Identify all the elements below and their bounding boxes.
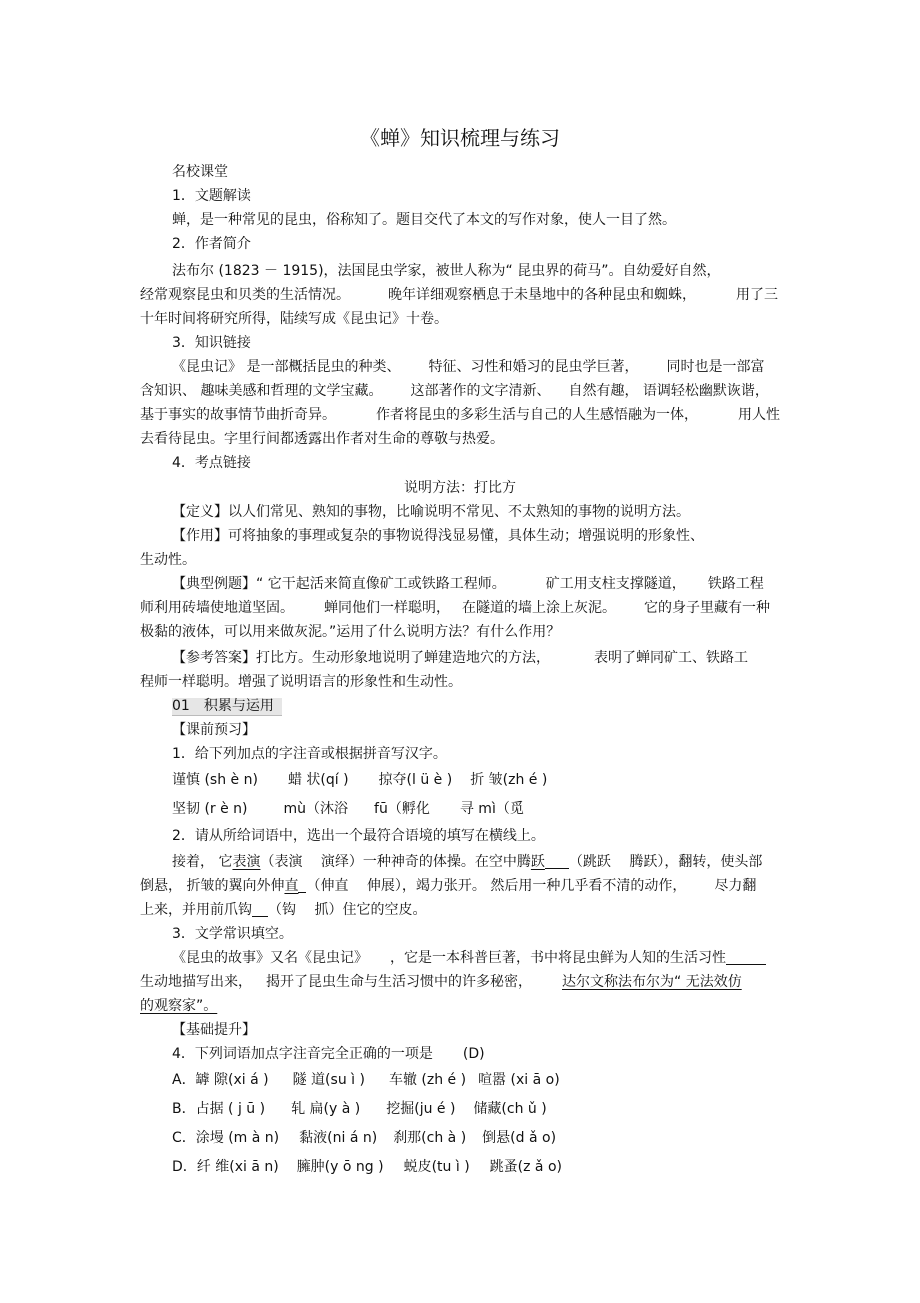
answer-choice: (D) xyxy=(462,1046,485,1062)
option-a: A．罅 隙(xi á ) 隧 道(su ì ) 车辙 (zh é ) 喧嚣 (xi ā o) xyxy=(172,1072,560,1088)
section-heading: 3．知识链接 xyxy=(172,335,251,351)
paragraph-line: 蝉，是一种常见的昆虫，俗称知了。题目交代了本文的写作对象，使人一目了然。 xyxy=(172,212,676,228)
paragraph-line: 极黏的液体，可以用来做灰泥。”运用了什么说明方法？有什么作用？ xyxy=(140,624,561,640)
fill-blank-line: 生动地描写出来， 揭开了昆虫生命与生活习惯中的许多秘密， 达尔文称法布尔为“ 无法效仿 xyxy=(140,974,742,990)
paragraph-line: 经常观察昆虫和贝类的生活情况。 晚年详细观察栖息于未垦地中的各种昆虫和蜘蛛， 用了三 xyxy=(140,287,778,303)
part-heading: 01 积累与运用 xyxy=(172,696,282,716)
pinyin-row: 坚韧 (r è n) mù（沐浴 fū（孵化 寻 mì（觅 xyxy=(172,801,524,817)
paragraph-line: 法布尔 (1823 － 1915)，法国昆虫学家，被世人称为“ 昆虫界的荷马”。自幼爱好自然， xyxy=(172,263,721,279)
option-c: C．涂墁 (m à n) 黏液(ni á n) 刹那(ch à ) 倒悬(d ǎ o) xyxy=(172,1130,557,1146)
paragraph-line: 【典型例题】“ 它干起活来简直像矿工或铁路工程师。 矿工用支柱支撑隧道， 铁路工程 xyxy=(172,576,764,592)
fill-blank-line: 《昆虫的故事》又名《昆虫记》 ，它是一本科普巨著，书中将昆虫鲜为人知的生活习性 xyxy=(172,948,766,968)
paragraph-line: 《昆虫记》 是一部概括昆虫的种类、 特征、习性和婚习的昆虫学巨著， 同时也是一部富 xyxy=(172,359,765,375)
fill-blank-line: 的观察家”。 xyxy=(140,998,218,1014)
paragraph-line: 基于事实的故事情节曲折奇异。 作者将昆虫的多彩生活与自己的人生感悟融为一体， 用人性 xyxy=(140,407,780,423)
paragraph-line: 【作用】可将抽象的事理或复杂的事物说得浅显易懂，具体生动；增强说明的形象性、 xyxy=(172,528,704,544)
paragraph-line: 生动性。 xyxy=(140,552,196,568)
section-label: 【基础提升】 xyxy=(172,1022,256,1038)
answer-line: 【参考答案】打比方。生动形象地说明了蝉建造地穴的方法， 表明了蝉同矿工、铁路工 xyxy=(172,650,748,666)
question-stem: 4．下列词语加点字注音完全正确的一项是 (D) xyxy=(172,1046,485,1062)
option-d: D．纤 维(xi ā n) 臃肿(y ō ng ) 蜕皮(tu ì ) 跳蚤(z ǎ o) xyxy=(172,1159,562,1175)
paragraph-line: 【定义】以人们常见、熟知的事物，比喻说明不常见、不太熟知的事物的说明方法。 xyxy=(172,504,690,520)
fill-blank-line: 接着， 它表演（表演 演绎）一种神奇的体操。在空中腾跃 （跳跃 腾跃），翻转，使头部 xyxy=(172,854,763,870)
question-stem: 3．文学常识填空。 xyxy=(172,926,293,942)
question-stem: 1．给下列加点的字注音或根据拼音写汉字。 xyxy=(172,746,447,762)
paragraph-line: 十年时间将研究所得，陆续写成《昆虫记》十卷。 xyxy=(140,311,448,327)
page-title: 《蝉》知识梳理与练习 xyxy=(360,126,560,150)
answer-line: 程师一样聪明。增强了说明语言的形象性和生动性。 xyxy=(140,674,462,690)
question-stem: 2．请从所给词语中，选出一个最符合语境的填写在横线上。 xyxy=(172,828,545,844)
section-heading: 4．考点链接 xyxy=(172,455,251,471)
section-heading: 2．作者简介 xyxy=(172,236,251,252)
pinyin-row: 谨慎 (sh è n) 蜡 状(qí ) 掠夺(l ü è ) 折 皱(zh é ) xyxy=(172,772,548,788)
paragraph-line: 师利用砖墙使地道坚固。 蝉同他们一样聪明， 在隧道的墙上涂上灰泥。 它的身子里藏有一种 xyxy=(140,600,770,616)
section-heading: 1．文题解读 xyxy=(172,188,251,204)
paragraph-line: 去看待昆虫。字里行间都透露出作者对生命的尊敬与热爱。 xyxy=(140,431,504,447)
subtitle: 说明方法：打比方 xyxy=(404,480,516,496)
paragraph-line: 含知识、 趣味美感和哲理的文学宝藏。 这部著作的文字清新、 自然有趣， 语调轻松幽默诙谐， xyxy=(140,383,769,399)
header-label: 名校课堂 xyxy=(172,164,228,180)
option-b: B．占据 ( j ū ) 轧 扁(y à ) 挖掘(ju é ) 储藏(ch ǔ ) xyxy=(172,1101,547,1117)
section-label: 【课前预习】 xyxy=(172,722,256,738)
fill-blank-line: 上来，并用前爪钩 （钩 抓）住它的空皮。 xyxy=(140,902,427,918)
fill-blank-line: 倒悬， 折皱的翼向外伸直 （伸直 伸展），竭力张开。 然后用一种几乎看不清的动作， 尽力翻 xyxy=(140,878,757,894)
